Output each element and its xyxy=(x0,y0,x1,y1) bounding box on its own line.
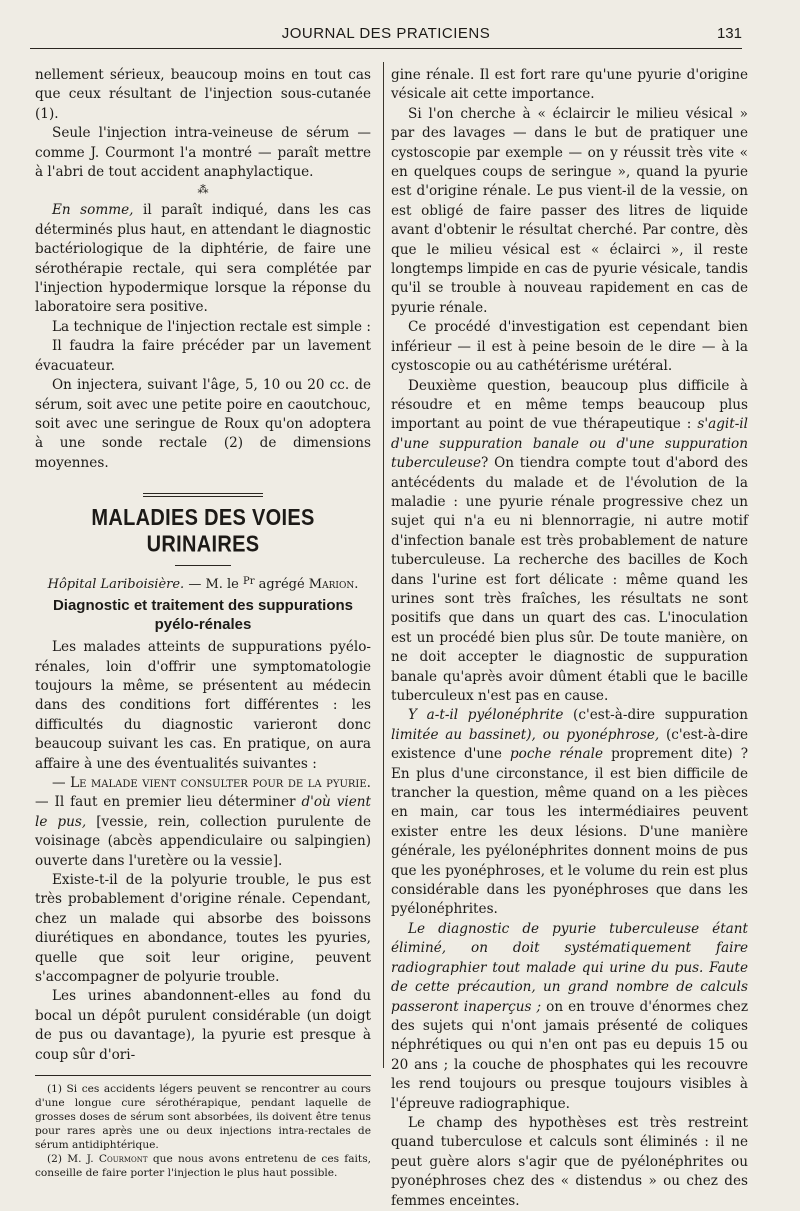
paragraph-text: Il faut en premier lieu déterminer xyxy=(48,794,302,811)
paragraph-text: on en trouve d'énormes chez des sujets qui n'ont jamais présenté de coliques néphrétiques ou qui n'en ont pas eu depuis 15 ou 20 ans ; la couche de phosphates qui les recouvre les rend toujours ou presque toujours visibles à l'épreuve radiographique. xyxy=(391,998,748,1112)
paragraph-text: proprement dite) ? En plus d'une circonstance, il est bien difficile de trancher la question, même quand on a les pièces en main, car tous les intermédiaires peuvent exister entre les deux lésions. D'une manière générale, les pyélonéphrites donnent moins de pus que les pyonéphroses, et le volume du rein est plus considérable dans les pyonéphroses que dans les pyélonéphrites. xyxy=(391,746,748,918)
paragraph-text: il paraît indiqué, dans les cas déterminés plus haut, en attendant le diagnostic bactériologique de la diphtérie, de faire une sérothérapie rectale, qui sera complétée par l'injection hypodermique lorsque la réponse du laboratoire sera positive. xyxy=(35,202,372,316)
short-rule xyxy=(175,565,231,566)
paragraph-text: (c'est-à-dire suppuration xyxy=(563,707,748,724)
section-rule xyxy=(143,493,263,497)
lead-smallcaps: — Le malade vient consulter pour de la pyurie. — xyxy=(35,774,371,811)
byline-title: Pr xyxy=(243,576,255,588)
paragraph: gine rénale. Il est fort rare qu'une pyurie d'origine vésicale ait cette importance. xyxy=(391,67,748,103)
italic-text: d'où vient le pus, xyxy=(35,794,371,830)
column-divider xyxy=(383,62,384,1068)
paragraph xyxy=(35,774,371,871)
paragraph: Existe-t-il de la polyurie trouble, le pus est très probablement d'origine rénale. Cependant, chez un malade qui absorbe des boissons diurétiques en abondance, toutes les pyuries, quelle que soit leur origine, peuvent s'accompagner de polyurie trouble. xyxy=(35,872,371,986)
footnote-text: que nous avons entretenu de ces faits, conseille de faire porter l'injection le plus haut possible. xyxy=(35,1153,371,1180)
left-column xyxy=(35,66,371,1180)
journal-title: JOURNAL DES PRATICIENS xyxy=(281,25,491,42)
italic-text: limitée au bassinet), ou pyonéphrose, xyxy=(391,726,660,743)
paragraph xyxy=(391,706,748,919)
paragraph: Ce procédé d'investigation est cependant bien inférieur — il est à peine besoin de le dire — à la cystoscopie ou au cathétérisme urétéral. xyxy=(391,319,748,375)
byline xyxy=(35,576,371,592)
asterism: ⁂ xyxy=(197,183,209,197)
paragraph: Les urines abandonnent-elles au fond du bocal un dépôt purulent considérable (un doigt de pus ou davantage), la pyurie est presque à coup sûr d'ori- xyxy=(35,988,371,1063)
footnote xyxy=(35,1152,371,1180)
page-number: 131 xyxy=(716,25,742,42)
section-title: MALADIES DES VOIES URINAIRES xyxy=(91,505,315,558)
footnote-rule xyxy=(35,1075,371,1076)
hospital-name: Hôpital Lariboisière. xyxy=(47,577,185,593)
byline-text: agrégé xyxy=(254,577,309,593)
right-column xyxy=(391,66,748,1211)
footnote: (1) Si ces accidents légers peuvent se rencontrer au cours d'une longue cure sérothérapique, pendant laquelle de grosses doses de sérum sont absorbées, ils doivent être tenus pour rares après une ou deux injections intra-rectales de sérum antidiphtérique. xyxy=(35,1083,371,1152)
italic-text: Y a-t-il pyélonéphrite xyxy=(408,707,564,724)
paragraph: nellement sérieux, beaucoup moins en tout cas que ceux résultant de l'injection sous-cutanée (1). xyxy=(35,67,371,122)
paragraph: Le champ des hypothèses est très restreint quand tuberculose et calculs sont éliminés : il ne peut guère alors s'agir que de pyélonéphrites ou pyonéphroses chez des « distendus » ou chez des femmes enceintes. xyxy=(391,1114,748,1209)
paragraph: On injectera, suivant l'âge, 5, 10 ou 20 cc. de sérum, soit avec une petite poire en caoutchouc, soit avec une seringue de Roux qu'on adoptera à une sonde rectale (2) de dimensions moyennes. xyxy=(35,377,371,471)
article-title: Diagnostic et traitement des suppurations pyélo-rénales xyxy=(52,597,354,634)
italic-text: poche rénale xyxy=(509,746,604,763)
paragraph-text: ? On tiendra compte tout d'abord des antécédents du malade et de l'évolution de la maladie : une pyurie rénale progressive chez un sujet qui n'a eu ni blennorragie, ni autre motif d'infection banale est très probablement de nature tuberculeuse. La recherche des bacilles de Koch dans l'urine est fort délicate : même quand les urines sont très fraîches, les résultats ne sont positifs que dans un quart des cas. L'inoculation est un procédé bien plus sûr. De toute manière, on ne doit accepter le diagnostic de suppuration banale qu'après avoir dûment établi que le bacille tuberculeux n'est pas en cause. xyxy=(391,455,748,704)
footnote-text: (2) M. J. xyxy=(47,1153,99,1166)
running-header xyxy=(30,22,742,49)
paragraph: La technique de l'injection rectale est simple : xyxy=(52,318,371,335)
paragraph-text: Deuxième question, beaucoup plus difficile à résoudre et en même temps beaucoup plus important au point de vue thérapeutique : xyxy=(391,377,748,433)
paragraph: Les malades atteints de suppurations pyélo-rénales, loin d'offrir une symptomatologie toujours la même, se présentent au médecin dans des conditions fort différentes : les difficultés du diagnostic varieront donc beaucoup suivant les cas. En pratique, on aura affaire à une des éventualités suivantes : xyxy=(35,639,371,772)
byline-text: . xyxy=(354,577,359,593)
paragraph: Si l'on cherche à « éclaircir le milieu vésical » par des lavages — dans le but de pratiquer une cystoscopie par exemple — on y réussit très vite « en quelques coups de seringue », quand la pyurie est d'origine rénale. Le pus vient-il de la vessie, on est obligé de faire passer des litres de liquide avant d'obtenir le résultat cherché. Par contre, dès que le milieu vésical est « éclairci », il reste longtemps limpide en cas de pyurie vésicale, tandis qu'il se trouble à nouveau rapidement en cas de pyurie rénale. xyxy=(391,105,748,316)
lead-italic: En somme, xyxy=(52,202,134,219)
paragraph-text: (c'est-à-dire existence d'une xyxy=(391,726,748,763)
paragraph: Il faudra la faire précéder par un lavement évacuateur. xyxy=(35,338,371,374)
paragraph xyxy=(391,377,748,707)
paragraph: Seule l'injection intra-veineuse de sérum — comme J. Courmont l'a montré — paraît mettre à l'abri de tout accident anaphylactique. xyxy=(35,125,371,181)
italic-text: s'agit-il d'une suppuration banale ou d'une suppuration tuberculeuse xyxy=(391,416,748,472)
paragraph xyxy=(391,920,748,1114)
paragraph-text: [vessie, rein, collection purulente de voisinage (abcès appendiculaire ou salpingien) ouverte dans l'uretère ou la vessie]. xyxy=(35,813,372,869)
paragraph xyxy=(35,201,371,317)
byline-text: — M. le xyxy=(184,577,244,593)
author-name: Marion xyxy=(308,577,355,593)
footnote-name: Courmont xyxy=(98,1153,148,1166)
italic-text: Le diagnostic de pyurie tuberculeuse étant éliminé, on doit systématiquement faire radiographier tout malade qui urine du pus. Faute de cette précaution, un grand nombre de calculs passeront inaperçus ; xyxy=(391,920,748,1015)
